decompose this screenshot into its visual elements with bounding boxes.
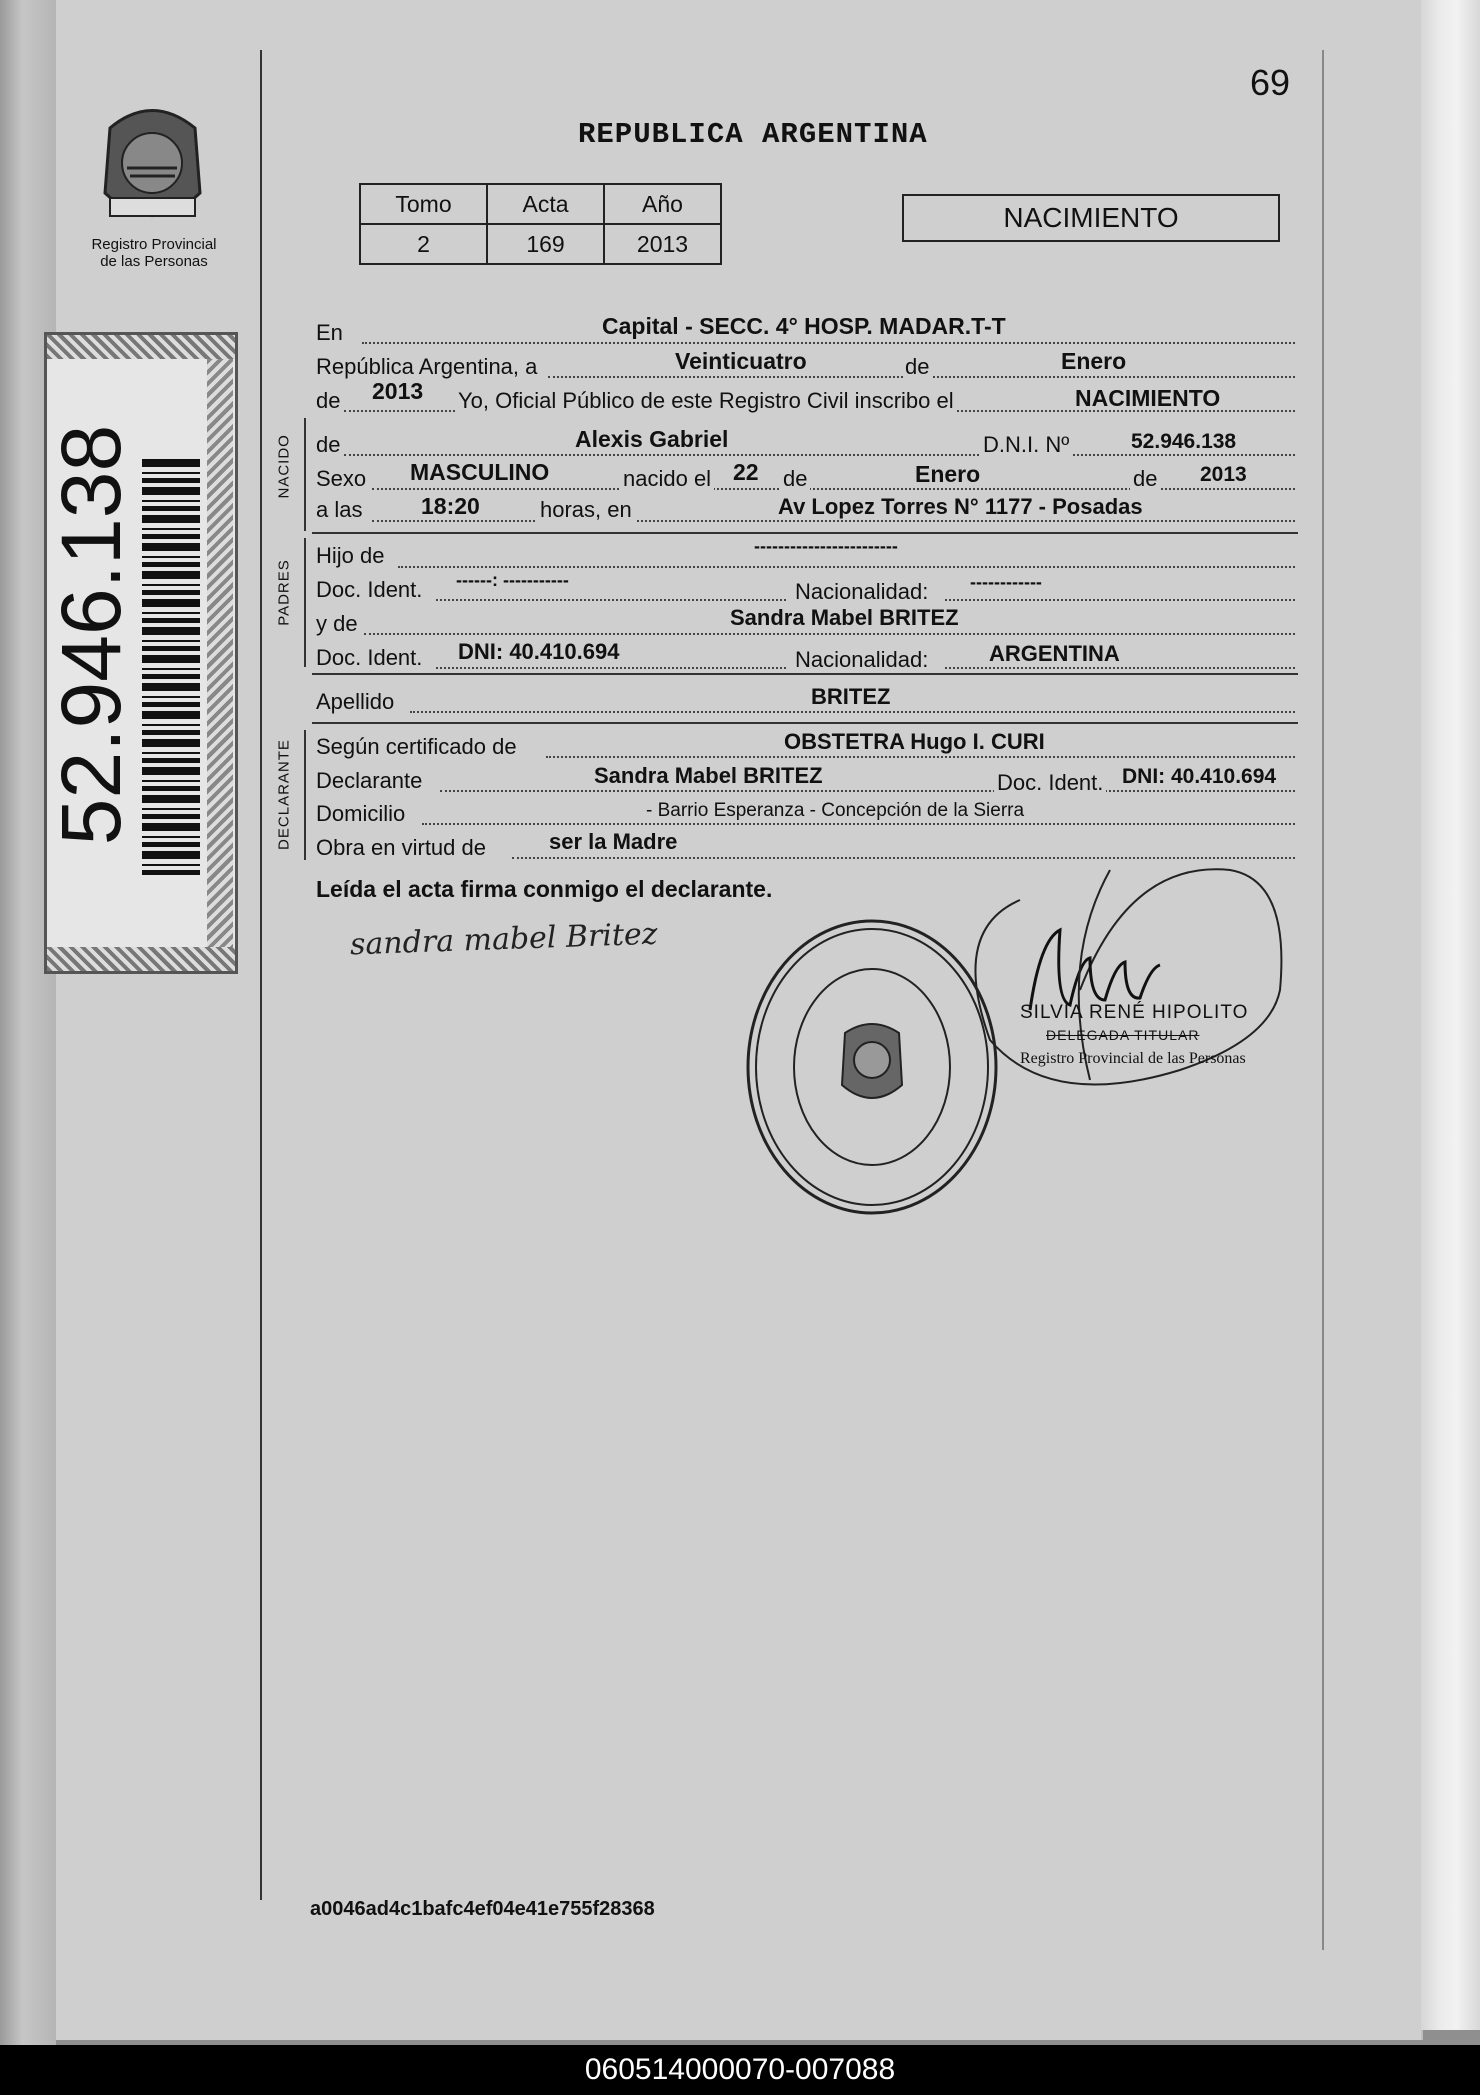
section-label-declarante: DECLARANTE: [275, 739, 293, 850]
value-anio-nac: 2013: [1200, 463, 1247, 486]
value-declarante-doc: DNI: 40.410.694: [1122, 765, 1277, 788]
label-declarante: Declarante: [316, 768, 423, 793]
dots-nac1: [945, 599, 1295, 601]
right-margin-line: [1322, 50, 1324, 1950]
value-dia: 22: [733, 459, 759, 485]
label-sexo: Sexo: [316, 466, 367, 491]
value-certificado: OBSTETRA Hugo I. CURI: [784, 729, 1045, 754]
value-madre-doc: DNI: 40.410.694: [458, 639, 620, 664]
value-declarante: Sandra Mabel BRITEZ: [594, 763, 823, 788]
value-padre: ------------------------: [754, 536, 898, 556]
value-sexo: MASCULINO: [410, 459, 550, 485]
declarant-signature: sandra mabel Britez: [349, 916, 659, 963]
label-horas-en: horas, en: [537, 497, 635, 523]
value-padre-doc: ------: -----------: [456, 570, 569, 590]
header-tomo: Tomo: [360, 184, 487, 224]
dots-segun: [546, 756, 1295, 758]
document-hash: a0046ad4c1bafc4ef04e41e755f28368: [310, 1898, 655, 1920]
label-doc-ident3: Doc. Ident.: [994, 770, 1106, 796]
logo-caption: [84, 236, 224, 270]
value-madre-nac: ARGENTINA: [989, 641, 1120, 666]
label-republica: República Argentina, a: [316, 354, 538, 379]
section-label-nacido: NACIDO: [275, 434, 293, 499]
divider-apellido: [312, 722, 1298, 724]
label-nacido-el: nacido el: [620, 466, 714, 492]
value-nombre: Alexis Gabriel: [575, 426, 729, 452]
label-apellido: Apellido: [316, 689, 395, 714]
province-emblem-icon: [95, 98, 210, 233]
header-acta: Acta: [487, 184, 604, 224]
dots-doc1: [436, 599, 786, 601]
closing-statement: Leída el acta firma conmigo el declarante.: [316, 876, 773, 902]
label-doc-ident2: Doc. Ident.: [316, 645, 423, 670]
value-obra: ser la Madre: [549, 829, 678, 854]
label-a-las: a las: [316, 497, 363, 522]
value-tomo: 2: [360, 224, 487, 264]
official-name: SILVIA RENÉ HIPOLITO: [1020, 1002, 1249, 1023]
value-domicilio: - Barrio Esperanza - Concepción de la Sierra: [646, 800, 1025, 821]
record-type-box: NACIMIENTO: [902, 194, 1280, 242]
barcode-number: 52.946.138: [44, 424, 138, 846]
sticker-pattern-bottom: [47, 947, 235, 971]
label-obra: Obra en virtud de: [316, 835, 486, 860]
label-de-anio: de: [1130, 466, 1160, 492]
label-de-mes: de: [780, 466, 810, 492]
dots-nac2: [945, 667, 1295, 669]
book-binding: [0, 0, 56, 2050]
logo-org-line1: Registro Provincial: [91, 236, 217, 253]
dots-doc2: [436, 667, 786, 669]
sticker-pattern-top: [47, 335, 235, 359]
padres-bracket: [304, 538, 306, 667]
value-padre-nac: ------------: [970, 572, 1042, 592]
value-acta: 169: [487, 224, 604, 264]
value-hora: 18:20: [421, 493, 480, 519]
value-lugar-nac: Av Lopez Torres N° 1177 - Posadas: [778, 494, 1143, 519]
divider-padres: [312, 673, 1298, 675]
value-apellido: BRITEZ: [811, 684, 891, 709]
barcode-bars: [142, 455, 200, 875]
label-de-nombre: de: [316, 432, 341, 457]
value-lugar: Capital - SECC. 4° HOSP. MADAR.T-T: [602, 313, 1006, 339]
dots-hora: [372, 520, 1295, 522]
barcode-sticker: [44, 332, 238, 974]
label-domicilio: Domicilio: [316, 801, 406, 826]
label-y-de: y de: [316, 611, 358, 636]
header-title: REPUBLICA ARGENTINA: [578, 118, 928, 151]
label-en: En: [316, 320, 343, 345]
dots-declarante: [440, 790, 1295, 792]
value-anio: 2013: [604, 224, 721, 264]
official-signature-icon: [930, 840, 1310, 1120]
margin-line: [260, 50, 262, 1900]
label-de: de: [905, 354, 930, 379]
dots-apellido: [410, 711, 1295, 713]
value-dia-texto: Veinticuatro: [675, 348, 807, 374]
registry-table: [359, 183, 722, 265]
label-yo: Yo, Oficial Público de este Registro Civil inscribo el: [458, 388, 954, 413]
value-dni: 52.946.138: [1131, 430, 1237, 453]
value-tipo: NACIMIENTO: [1075, 385, 1221, 411]
official-org: Registro Provincial de las Personas: [1020, 1050, 1246, 1067]
section-label-padres: PADRES: [275, 559, 293, 626]
dots-domicilio: [422, 823, 1295, 825]
value-mes-texto: Enero: [1061, 348, 1127, 374]
label-doc-ident1: Doc. Ident.: [316, 577, 423, 602]
page-edges: [1421, 0, 1480, 2030]
divider-nacido: [312, 532, 1298, 534]
label-segun: Según certificado de: [316, 734, 517, 759]
dots-nombre: [344, 454, 1295, 456]
label-dni: D.N.I. Nº: [980, 432, 1072, 458]
sticker-pattern-side: [207, 359, 233, 947]
dots-y-de: [364, 633, 1295, 635]
header-anio: Año: [604, 184, 721, 224]
value-anio: 2013: [372, 378, 424, 404]
label-de2: de: [316, 388, 341, 413]
value-madre: Sandra Mabel BRITEZ: [730, 605, 959, 630]
declarante-bracket: [304, 730, 306, 860]
page-number: 69: [1250, 62, 1291, 103]
label-hijo-de: Hijo de: [316, 543, 385, 568]
official-role: DELEGADA TITULAR: [1046, 1027, 1200, 1043]
label-nacionalidad1: Nacionalidad:: [795, 579, 929, 604]
label-nacionalidad2: Nacionalidad:: [795, 647, 929, 672]
logo-org-line2: de las Personas: [100, 253, 208, 270]
dots-hijo-de: [398, 566, 1295, 568]
dots-en: [362, 342, 1295, 344]
footer-id: 060514000070-007088: [0, 2045, 1480, 2095]
nacido-bracket: [304, 418, 306, 531]
value-mes: Enero: [915, 461, 981, 487]
